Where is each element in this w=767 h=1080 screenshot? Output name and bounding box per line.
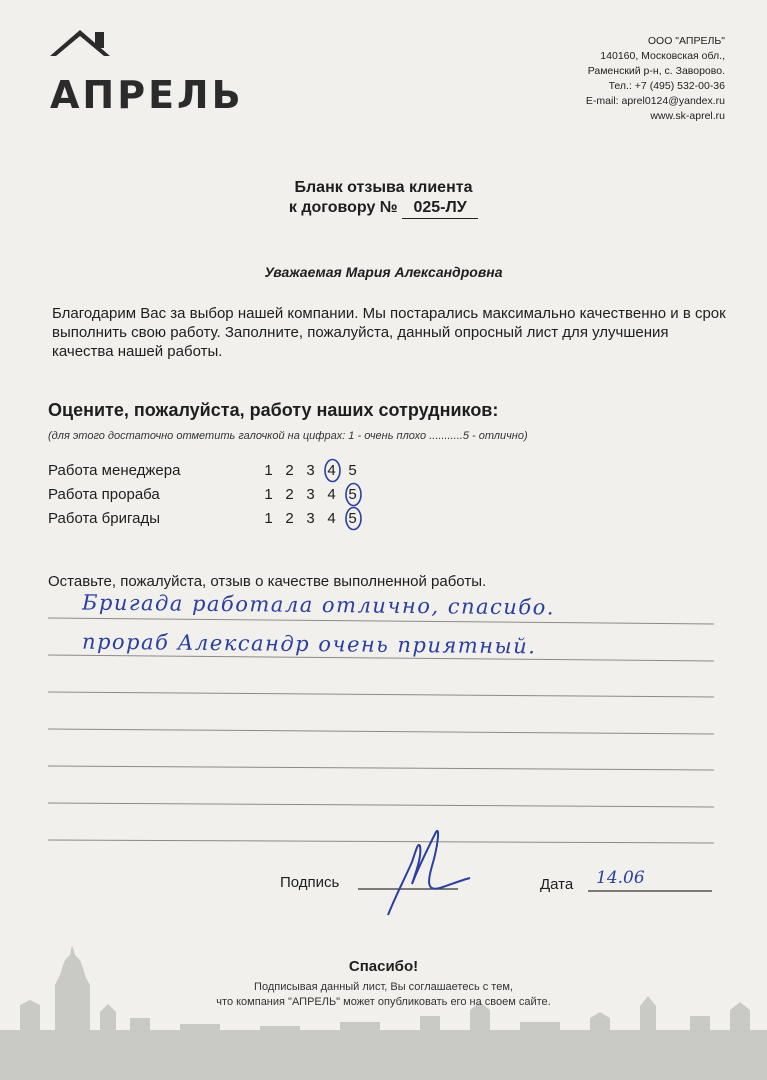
consent-text [0,980,767,1010]
consent-line1: Подписывая данный лист, Вы соглашаетесь с тем, [254,981,513,993]
rating-option-3[interactable]: 3 [306,462,315,479]
thanks-text: Спасибо! [348,958,419,975]
signature-mark [388,831,470,915]
ruled-line [48,692,714,697]
form-title-line2: к договору № [288,199,398,216]
greeting: Уважаемая Мария Александровна [264,264,503,280]
handwritten-feedback-line1: Бригада работала отлично, спасибо. [81,590,556,620]
rating-option-1[interactable]: 1 [264,462,273,479]
feedback-prompt: Оставьте, пожалуйста, отзыв о качестве выполненной работы. [48,573,487,590]
rating-option-5[interactable]: 5 [348,462,357,479]
rating-label: Работа менеджера [48,462,181,479]
logo-text: АПРЕЛЬ [50,73,244,116]
rating-option-3[interactable]: 3 [306,486,315,503]
company-phone: Тел.: +7 (495) 532-00-36 [608,80,725,92]
rating-option-2[interactable]: 2 [285,510,294,527]
contract-number: 025-ЛУ [402,198,478,219]
rating-option-2[interactable]: 2 [285,462,294,479]
ruled-line [48,766,714,770]
rating-title: Оцените, пожалуйста, работу наших сотрудников: [48,400,499,420]
ruled-line [48,618,714,624]
rating-option-4[interactable]: 4 [327,486,336,503]
rating-option-5[interactable]: 5 [348,486,357,503]
ruled-line [48,729,714,734]
rating-option-1[interactable]: 1 [264,486,273,503]
form-title-line1: Бланк отзыва клиента [294,179,473,196]
rating-option-2[interactable]: 2 [285,486,294,503]
company-address-2: Раменский р-н, с. Заворово. [587,65,725,77]
rating-option-4[interactable]: 4 [327,462,336,479]
ruled-line [48,803,714,807]
company-address-1: 140160, Московская обл., [600,50,725,62]
date-value: 14.06 [596,868,645,888]
rating-hint: (для этого достаточно отметить галочкой на цифрах: 1 - очень плохо ...........5 - отлично) [48,430,528,442]
consent-line2: что компания "АПРЕЛЬ" может опубликовать его на своем сайте. [216,996,551,1008]
ruled-line [48,840,714,843]
rating-option-4[interactable]: 4 [327,510,336,527]
rating-option-3[interactable]: 3 [306,510,315,527]
company-website: www.sk-aprel.ru [650,110,725,122]
company-name: ООО "АПРЕЛЬ" [647,35,725,47]
rating-label: Работа прораба [48,486,160,503]
signature-label: Подпись [280,874,340,891]
rating-option-1[interactable]: 1 [264,510,273,527]
company-email: E-mail: aprel0124@yandex.ru [585,95,725,107]
handwritten-feedback-line2: прораб Александр очень приятный. [81,629,537,659]
rating-label: Работа бригады [48,510,160,527]
intro-text: Благодарим Вас за выбор нашей компании. Мы постарались максимально качественно и в срок выполнить свою работу. Заполните, пожалуйста, данный опросный лист для улучшения качества нашей работы. [52,305,726,360]
date-label: Дата [540,876,574,893]
rating-option-5[interactable]: 5 [348,510,357,527]
